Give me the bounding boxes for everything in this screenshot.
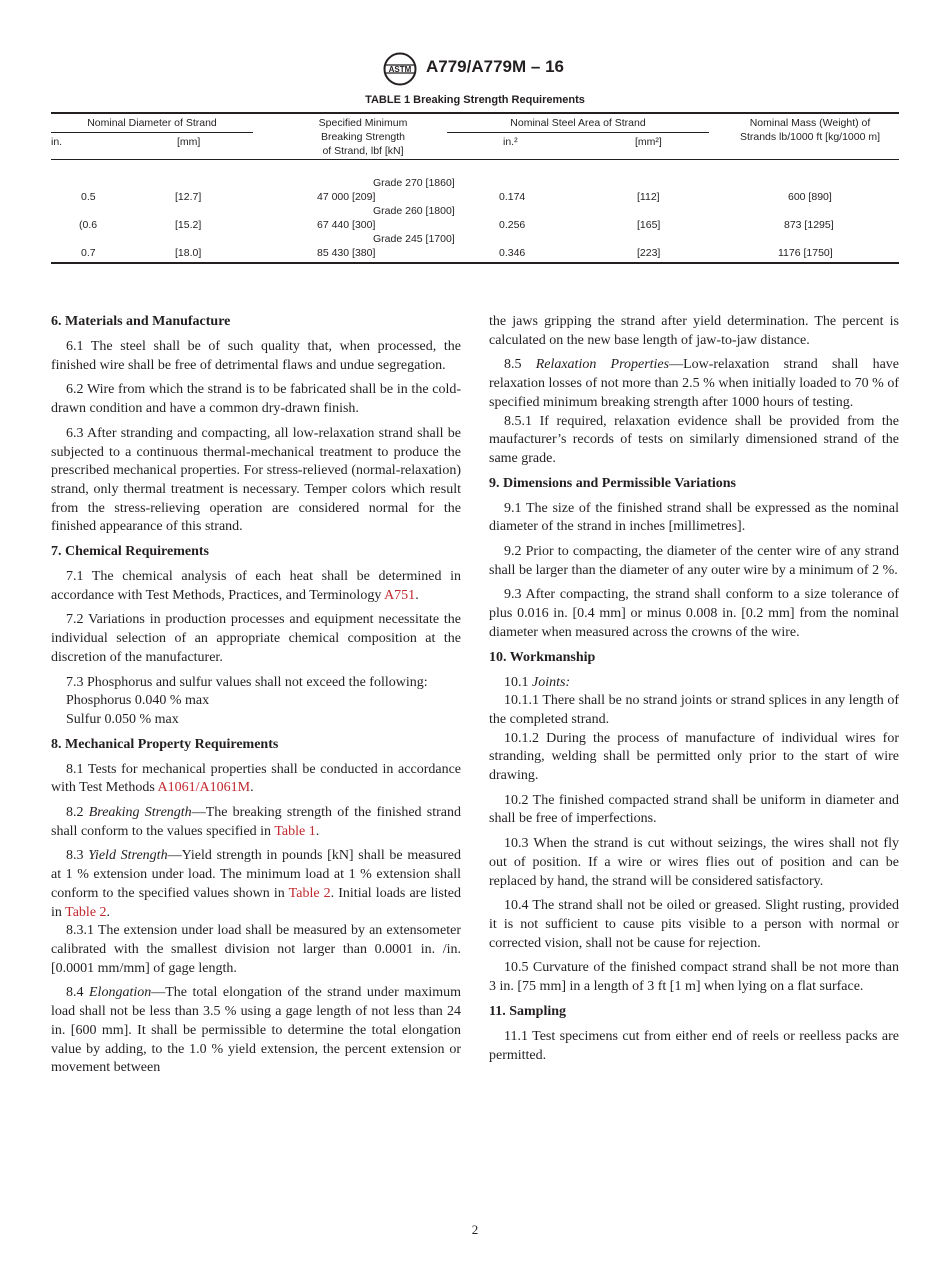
paragraph: the jaws gripping the strand after yield determination. The percent is calculated on the new base length of jaw-to-jaw distance. (489, 314, 899, 348)
paragraph: 9.2 Prior to compacting, the diameter of the center wire of any strand shall be larger than the diameter of any outer wire by a minimum of 2 %. (489, 544, 899, 578)
row-area-in: 0.174 (499, 191, 526, 203)
right-column (489, 313, 899, 1071)
paragraph: 8.5.1 If required, relaxation evidence shall be provided from the maufacturer’s records of tests on similarly dimensioned strand of the same grade. (489, 413, 899, 466)
row-diameter-in: 0.5 (81, 191, 96, 203)
row-diameter-mm: [12.7] (175, 191, 202, 203)
header-mass-line2: Strands lb/1000 ft [kg/1000 m] (739, 131, 881, 143)
header-area-mm: [mm²] (635, 136, 662, 148)
paragraph: 8.3.1 The extension under load shall be measured by an extensometer calibrated with the smallest division not larger than 0.0001 in. /in. [0.0001 mm/mm] of gage length. (51, 923, 461, 976)
table2-link[interactable]: Table 2 (65, 904, 107, 920)
paragraph-number: 8.5 (504, 357, 522, 373)
header-diameter-group: Nominal Diameter of Strand (87, 117, 217, 129)
section-heading: 10. Workmanship (489, 649, 596, 665)
page-header (0, 52, 950, 86)
section-heading: 9. Dimensions and Permissible Variations (489, 475, 736, 491)
paragraph-number: 8.3 (66, 848, 84, 864)
paragraph: 11.1 Test specimens cut from either end of reels or reelless packs are permitted. (489, 1028, 899, 1063)
paragraph-text: . Initial loads are listed in (51, 885, 461, 920)
page-number: 2 (471, 1222, 479, 1237)
row-diameter-mm: [15.2] (175, 219, 202, 231)
row-strength: 47 000 [209] (317, 191, 376, 203)
header-diameter-subrule (51, 132, 253, 133)
paragraph: 8.3 Yield Strength—Yield strength in pounds [kN] shall be measured at 1 % extension under load. The minimum load at 1 % extension shall conform to the specified values shown in Table 2. Initial loads are listed in Table 2. (51, 848, 461, 920)
row-area-in: 0.256 (499, 219, 526, 231)
paragraph (489, 674, 899, 693)
header-diameter-mm: [mm] (177, 136, 201, 148)
paragraph: 10.2 The finished compacted strand shall be uniform in diameter and shall be free of imperfections. (489, 792, 899, 827)
paragraph: 6.1 The steel shall be of such quality that, when processed, the finished wire shall be free of detrimental flaws and undue segregation. (51, 339, 461, 373)
paragraph: 7.2 Variations in production processes and equipment necessitate the individual selection of an appropriate chemical composition at the discretion of the manufacturer. (51, 612, 461, 665)
row-strength: 85 430 [380] (317, 247, 376, 259)
paragraph: 10.1.1 There shall be no strand joints or strand splices in any length of the completed strand. (489, 693, 899, 727)
row-area-mm: [112] (637, 191, 660, 203)
header-area-in: in.² (503, 136, 518, 148)
row-mass: 1176 [1750] (778, 247, 833, 259)
paragraph-text: —Yield strength in pounds [kN] shall be measured at 1 % extension under load. The minimum load at 1 % extension shall conform to the specified values shown in (51, 848, 461, 901)
phosphorus-limit: Phosphorus 0.040 % max (66, 693, 210, 709)
term: Joints: (532, 674, 571, 690)
row-area-in: 0.346 (499, 247, 526, 259)
standard-designation: A779/A779M – 16 (426, 57, 564, 76)
grade-label: Grade 245 [1700] (373, 233, 455, 245)
breaking-strength-table (51, 112, 899, 264)
row-mass: 873 [1295] (784, 219, 834, 231)
section-heading: 7. Chemical Requirements (51, 544, 209, 560)
header-area-subrule (447, 132, 709, 133)
astm-logo-icon (382, 52, 418, 86)
paragraph: 6.3 After stranding and compacting, all low-relaxation strand shall be subjected to a continuous thermal-mechanical treatment to produce the prescribed mechanical properties. For stress-relieved (normal-relaxation) strand, only thermal treatment is necessary. Temper colors which result from the stress-relieving operation are considered normal for the finished appearance of this strand. (51, 425, 461, 535)
paragraph-text: —Low-relaxation strand shall have relaxation losses of not more than 2.5 % when initially loaded to 70 % of specified minimum breaking strength after 1000 hours of testing. (489, 357, 900, 410)
sulfur-limit: Sulfur 0.050 % max (66, 711, 179, 727)
paragraph (489, 356, 899, 412)
header-mass-line1: Nominal Mass (Weight) of (749, 117, 871, 129)
paragraph-number: 8.4 (66, 985, 84, 1001)
header-breaking-line1: Specified Minimum (318, 117, 408, 129)
term: Relaxation Properties (535, 357, 670, 373)
paragraph: 6.2 Wire from which the strand is to be fabricated shall be in the cold-drawn condition and have a common dry-drawn finish. (51, 382, 461, 417)
paragraph-number: 8.2 (66, 805, 84, 821)
paragraph: 7.3 Phosphorus and sulfur values shall not exceed the following: (66, 674, 428, 690)
grade-label: Grade 270 [1860] (373, 177, 455, 189)
table1-link[interactable]: Table 1 (274, 823, 316, 839)
row-diameter-in: 0.7 (81, 247, 96, 259)
table2-link[interactable]: Table 2 (288, 885, 331, 901)
header-area-group: Nominal Steel Area of Strand (510, 117, 646, 129)
table-title: TABLE 1 Breaking Strength Requirements (365, 94, 585, 106)
logo-text: ASTM (388, 65, 412, 74)
row-diameter-mm: [18.0] (175, 247, 202, 259)
section-heading: 6. Materials and Manufacture (51, 314, 231, 329)
term: Breaking Strength (88, 805, 192, 821)
paragraph: 10.3 When the strand is cut without seizings, the wires shall not fly out of position. If a wire or wires flies out of position and can be replaced by hand, the strand will be considered satisfactory. (489, 836, 899, 889)
row-mass: 600 [890] (788, 191, 832, 203)
paragraph: 8.1 Tests for mechanical properties shall be conducted in accordance with Test Methods A1061/A1061M. (51, 761, 461, 796)
paragraph: 9.1 The size of the finished strand shall be expressed as the nominal diameter of the strand in inches [millimetres]. (489, 500, 899, 535)
paragraph-text: 7.1 The chemical analysis of each heat shall be determined in accordance with Test Methods, Practices, and Terminology (51, 569, 461, 603)
paragraph-text: —The total elongation of the strand under maximum load shall not be less than 3.5 % using a gage length of not less than 24 in. [600 mm]. It shall be permissible to determine the total elongation value by adding, to the 1.0 % yield extension, the percent extension or movement between (51, 985, 462, 1076)
row-area-mm: [223] (637, 247, 661, 259)
paragraph: 7.1 The chemical analysis of each heat shall be determined in accordance with Test Methods, Practices, and Terminology A751. (51, 569, 461, 603)
paragraph-number: 10.1 (504, 674, 529, 690)
term: Elongation (89, 985, 152, 1001)
header-breaking-line3: of Strand, lbf [kN] (322, 145, 404, 157)
paragraph: 10.4 The strand shall not be oiled or greased. Slight rusting, provided it is not sufficient to cause pits visible to a person with normal or corrected vision, shall not be cause for rejection. (489, 898, 899, 951)
paragraph: 8.2 Breaking Strength—The breaking strength of the finished strand shall conform to the values specified in Table 1. (51, 805, 461, 839)
left-column (51, 313, 461, 1084)
grade-label: Grade 260 [1800] (373, 205, 455, 217)
a1061-link[interactable]: A1061/A1061M (157, 780, 251, 796)
table-top-rule (51, 112, 899, 114)
table-header-rule (51, 159, 899, 160)
term: Yield Strength (88, 848, 168, 864)
row-area-mm: [165] (637, 219, 661, 231)
table-bottom-rule (51, 262, 899, 264)
paragraph: 9.3 After compacting, the strand shall conform to a size tolerance of plus 0.016 in. [0.4 mm] or minus 0.008 in. [0.2 mm] from the nominal diameter when measured across the crowns of the wire. (489, 587, 899, 640)
paragraph-text: —The breaking strength of the finished strand shall conform to the values specified in (51, 805, 461, 839)
paragraph (51, 984, 461, 1078)
a751-link[interactable]: A751 (384, 587, 416, 603)
section-heading: 8. Mechanical Property Requirements (51, 736, 279, 752)
header-diameter-in: in. (51, 136, 63, 148)
section-heading: 11. Sampling (489, 1003, 567, 1019)
row-strength: 67 440 [300] (317, 219, 376, 231)
paragraph: 10.1.2 During the process of manufacture of individual wires for stranding, welding shall be permitted only prior to the start of wire drawing. (489, 730, 899, 784)
paragraph: 10.5 Curvature of the finished compact strand shall be not more than 3 in. [75 mm] in a length of 3 ft [1 m] when lying on a flat surface. (489, 960, 899, 995)
paragraph-text: 8.1 Tests for mechanical properties shall be conducted in accordance with Test Methods (51, 761, 461, 796)
row-diameter-in: (0.6 (79, 219, 98, 231)
header-breaking-line2: Breaking Strength (320, 131, 406, 143)
